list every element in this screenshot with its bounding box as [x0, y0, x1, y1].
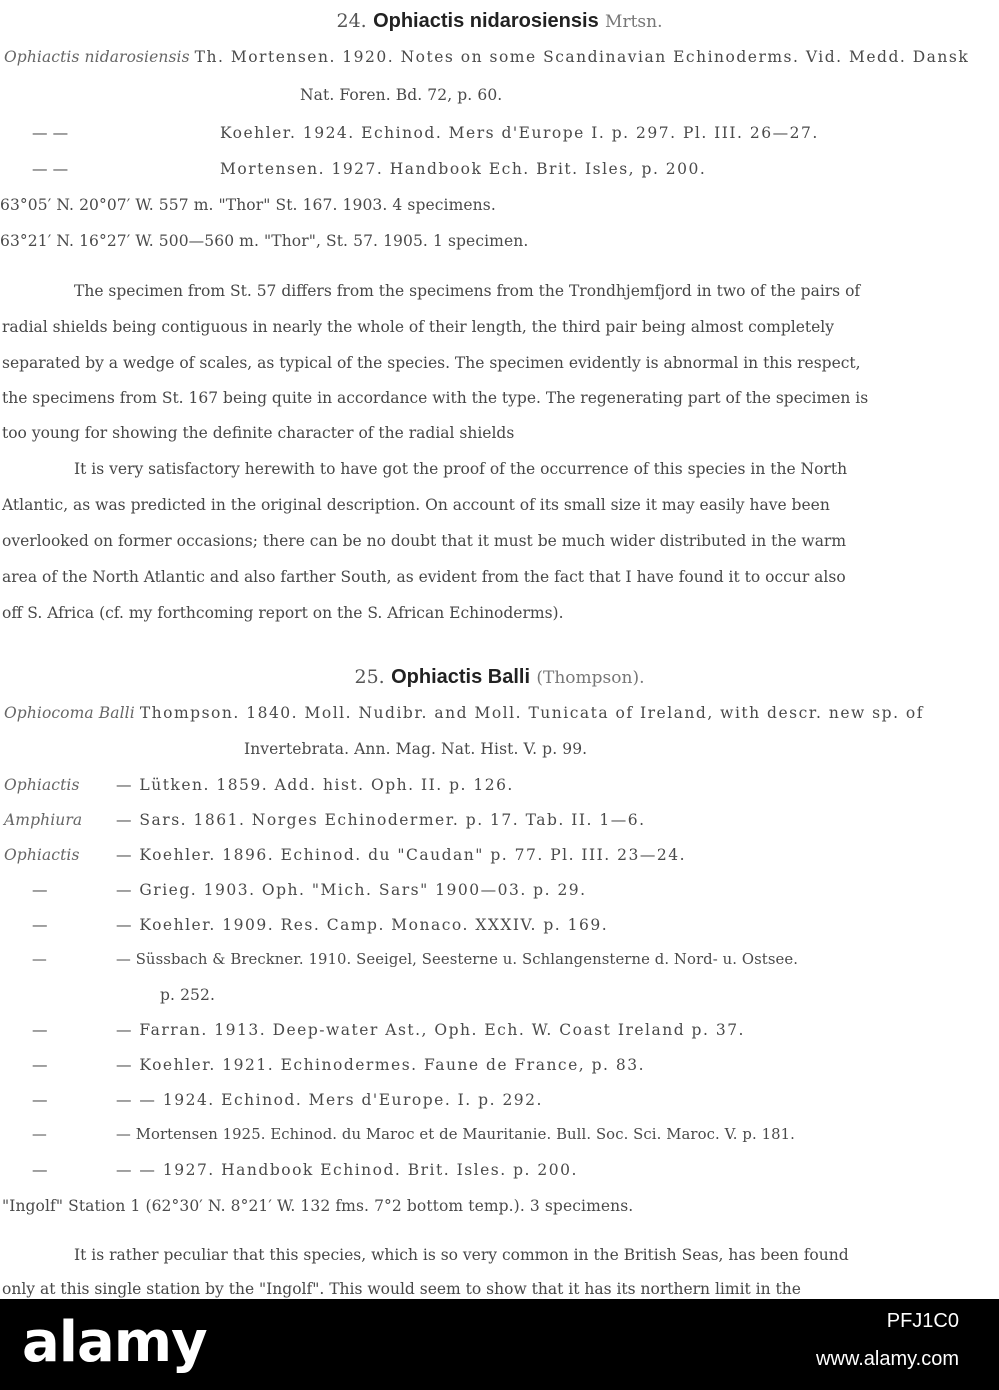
synonym-line: Nat. Foren. Bd. 72, p. 60.: [300, 86, 503, 104]
species-24-number: 24.: [336, 10, 367, 32]
synonym-line: Invertebrata. Ann. Mag. Nat. Hist. V. p. 99.: [244, 740, 588, 758]
paragraph-line: overlooked on former occasions; there can be no doubt that it must be much wider distributed in the warm: [2, 532, 847, 550]
paragraph-line: It is rather peculiar that this species, which is so very common in the British Seas, has been found: [74, 1246, 849, 1264]
paragraph-line: The specimen from St. 57 differs from the specimens from the Trondhjemfjord in two of the pairs of: [74, 282, 861, 300]
watermark-url: www.alamy.com: [816, 1348, 959, 1370]
synonym-line: Ophiocoma Balli Thompson. 1840. Moll. Nudibr. and Moll. Tunicata of Ireland, with descr. new sp. of: [4, 704, 924, 722]
paragraph-line: Atlantic, as was predicted in the original description. On account of its small size it may easily have been: [2, 496, 830, 514]
synonym-line: — — — 1927. Handbook Echinod. Brit. Isles. p. 200.: [32, 1161, 578, 1179]
species-25-number: 25.: [354, 666, 385, 688]
paragraph-line: too young for showing the definite character of the radial shields: [2, 424, 515, 442]
species-25-name: Ophiactis Balli: [391, 666, 531, 688]
synonym-line: Ophiactis — Lütken. 1859. Add. hist. Oph. II. p. 126.: [4, 776, 514, 794]
species-24-name: Ophiactis nidarosiensis: [373, 10, 599, 32]
synonym-line: — — — 1924. Echinod. Mers d'Europe. I. p. 292.: [32, 1091, 543, 1109]
paragraph-line: area of the North Atlantic and also farther South, as evident from the fact that I have found it to occur also: [2, 568, 846, 586]
synonym-line: Amphiura — Sars. 1861. Norges Echinodermer. p. 17. Tab. II. 1—6.: [4, 811, 646, 829]
species-25-author: (Thompson).: [536, 668, 645, 688]
paragraph-line: off S. Africa (cf. my forthcoming report on the S. African Echinoderms).: [2, 604, 564, 622]
paragraph-line: It is very satisfactory herewith to have got the proof of the occurrence of this species in the North: [74, 460, 848, 478]
station-line: 63°21′ N. 16°27′ W. 500—560 m. "Thor", St. 57. 1905. 1 specimen.: [0, 232, 529, 250]
synonym-line: — — Mortensen 1925. Echinod. du Maroc et de Mauritanie. Bull. Soc. Sci. Maroc. V. p. 181.: [32, 1126, 795, 1143]
synonym-line: — — Koehler. 1921. Echinodermes. Faune de France, p. 83.: [32, 1056, 646, 1074]
synonym-line: Ophiactis — Koehler. 1896. Echinod. du "Caudan" p. 77. Pl. III. 23—24.: [4, 846, 687, 864]
station-line: "Ingolf" Station 1 (62°30′ N. 8°21′ W. 132 fms. 7°2 bottom temp.). 3 specimens.: [2, 1197, 634, 1215]
station-line: 63°05′ N. 20°07′ W. 557 m. "Thor" St. 167. 1903. 4 specimens.: [0, 196, 496, 214]
synonym-line: — — Mortensen. 1927. Handbook Ech. Brit. Isles, p. 200.: [32, 160, 707, 178]
paragraph-line: only at this single station by the "Ingolf". This would seem to show that it has its northern limit in the: [2, 1280, 801, 1298]
paragraph-line: the specimens from St. 167 being quite in accordance with the type. The regenerating part of the specimen is: [2, 389, 869, 407]
synonym-line: — — Grieg. 1903. Oph. "Mich. Sars" 1900—03. p. 29.: [32, 881, 587, 899]
paragraph-line: separated by a wedge of scales, as typical of the species. The specimen evidently is abnormal in this respect,: [2, 354, 861, 372]
paragraph-line: radial shields being contiguous in nearly the whole of their length, the third pair being almost completely: [2, 318, 834, 336]
synonym-line: Ophiactis nidarosiensis Th. Mortensen. 1920. Notes on some Scandinavian Echinoderms. Vid. Medd. Dansk: [4, 48, 970, 66]
watermark-logo: alamy: [22, 1310, 207, 1375]
species-24-heading: [0, 8, 999, 33]
image-id: PFJ1C0: [886, 1310, 959, 1332]
synonym-line: p. 252.: [160, 986, 215, 1004]
synonym-line: — — Koehler. 1924. Echinod. Mers d'Europe I. p. 297. Pl. III. 26—27.: [32, 124, 819, 142]
synonym-line: — — Koehler. 1909. Res. Camp. Monaco. XXXIV. p. 169.: [32, 916, 609, 934]
synonym-line: — — Süssbach & Breckner. 1910. Seeigel, Seesterne u. Schlangensterne d. Nord- u. Ostsee.: [32, 951, 799, 968]
species-25-heading: [0, 664, 999, 689]
synonym-line: — — Farran. 1913. Deep-water Ast., Oph. Ech. W. Coast Ireland p. 37.: [32, 1021, 745, 1039]
species-24-author: Mrtsn.: [605, 12, 663, 32]
